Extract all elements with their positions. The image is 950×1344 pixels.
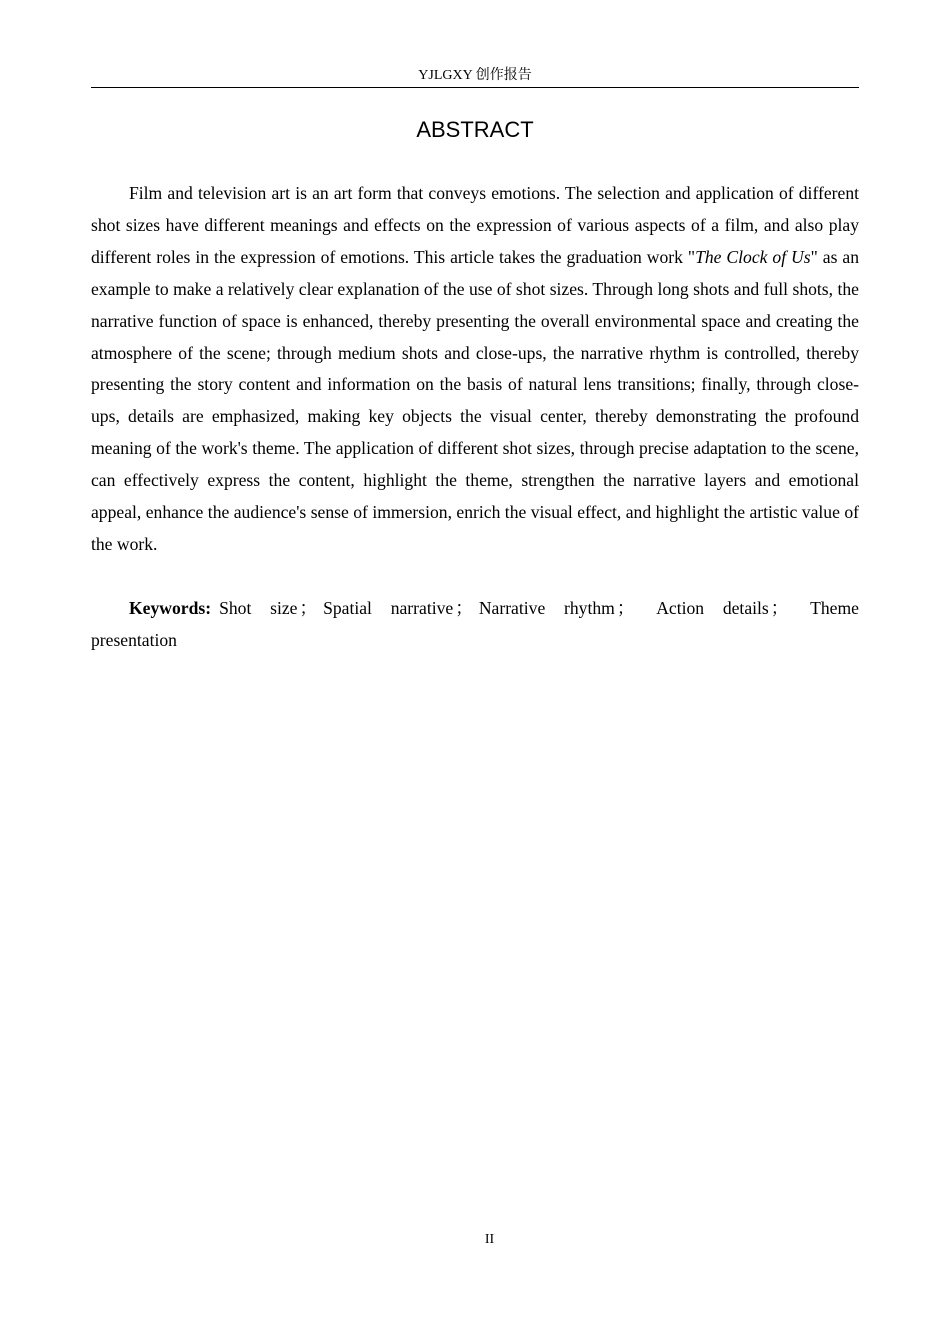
abstract-text-part2: " as an example to make a relatively clear explanation of the use of shot sizes. Through long shots and full shots, the narrative function of space is enhanced, thereby presenting the overall environmental space and creating the atmosphere of the scene; through medium shots and close-ups, the narrative rhythm is controlled, thereby presenting the story content and information on the basis of natural lens transitions; finally, through close-ups, details are emphasized, making key objects the visual center, thereby demonstrating the profound meaning of the work's theme. The application of different shot sizes, through precise adaptation to the scene, can effectively express the content, highlight the theme, strengthen the narrative layers and emotional appeal, enhance the audience's sense of immersion, enrich the visual effect, and highlight the artistic value of the work. — [91, 246, 859, 554]
header-text: YJLGXY 创作报告 — [418, 68, 532, 83]
page-number: II — [484, 1232, 495, 1247]
abstract-paragraph — [91, 178, 859, 561]
keyword-item: Theme presentation — [91, 598, 859, 650]
abstract-text-part1: Film and television art is an art form that conveys emotions. The selection and application of different shot sizes have different meanings and effects on the expression of various aspects of a film, and also play different roles in the expression of emotions. This article takes the graduation work " — [91, 183, 859, 267]
keyword-separator: ； — [299, 598, 318, 618]
keyword-separator: ； — [455, 598, 473, 618]
keywords-line — [91, 593, 859, 657]
keywords-label: Keywords: — [129, 598, 212, 618]
keyword-separator: ； — [616, 598, 635, 618]
abstract-title: ABSTRACT — [416, 117, 534, 142]
keyword-separator: ； — [770, 598, 789, 618]
keyword-item: Narrative rhythm — [478, 598, 615, 618]
keyword-item: Action details — [656, 598, 769, 618]
keyword-item: Spatial narrative — [323, 598, 454, 618]
keyword-item: Shot size — [219, 598, 298, 618]
page-header — [91, 66, 859, 88]
work-title: The Clock of Us — [695, 246, 811, 267]
